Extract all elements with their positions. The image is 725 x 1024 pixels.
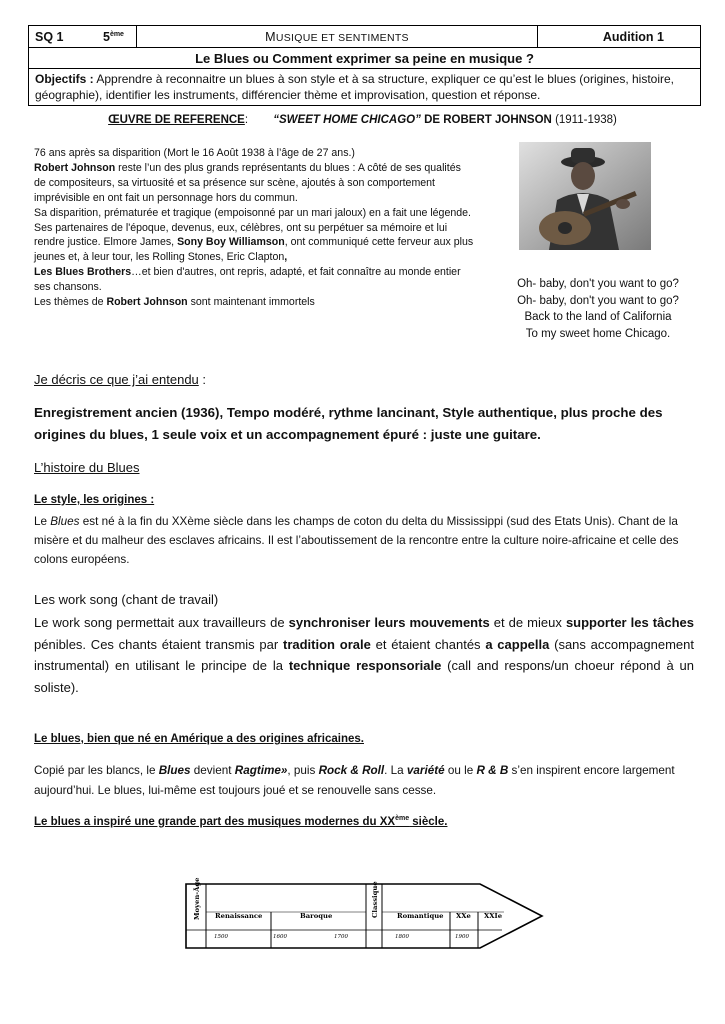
page-title: Le Blues ou Comment exprimer sa peine en musique ?: [29, 48, 701, 69]
origins-heading: Le blues, bien que né en Amérique a des origines africaines.: [34, 733, 364, 745]
objectives: Objectifs : Apprendre à reconnaitre un blues à son style et à sa structure, expliquer ce qu’est le blues (origines, histoire, géographie), identifier les instruments, différencier thème et improvisation, question et réponse.: [29, 69, 701, 106]
describe-text: Enregistrement ancien (1936), Tempo modéré, rythme lancinant, Style authentique, plus proche des origines du blues, 1 seule voix et un accompagnement épuré : juste une guitare.: [34, 405, 663, 442]
audition-label: Audition 1: [538, 26, 701, 48]
lyric-line: Back to the land of California: [524, 311, 672, 323]
lyric-line: Oh- baby, don't you want to go?: [517, 278, 679, 290]
history-heading: L’histoire du Blues: [34, 460, 140, 475]
period-renaissance: Renaissance: [215, 912, 263, 920]
music-history-timeline: [184, 874, 546, 958]
header-table: [28, 25, 701, 106]
lyrics: [500, 276, 696, 342]
period-romantique: Romantique: [397, 912, 444, 920]
work-song-paragraph: Le work song permettait aux travailleurs de synchroniser leurs mouvements et de mieux supporter les tâches pénibles. Ces chants étaient transmis par tradition orale et étaient chantés a cappella (sans accompagnement instrumental) en utilisant le principe de la technique responsoriale (call and respons/un choeur répond à un soliste).: [34, 615, 695, 695]
subject-cell: MUSIQUE ET SENTIMENTS: [137, 26, 538, 48]
lyric-line: To my sweet home Chicago.: [525, 327, 671, 340]
header-left-cell: [29, 26, 137, 48]
work-song-heading: Les work song (chant de travail): [34, 592, 219, 607]
period-xxi: XXIe: [484, 912, 503, 920]
robert-johnson-photo: [519, 142, 651, 250]
sq-label: SQ 1: [35, 29, 64, 44]
describe-heading: Je décris ce que j’ai entendu :: [34, 372, 207, 387]
biography: 76 ans après sa disparition (Mort le 16 Août 1938 à l’âge de 27 ans.) Robert Johnson reste l’un des plus grands représentants du blues : A côté de ses qualités de compositeurs, sa virtuosité et sa présence sur scène, ajoutés à son comportement imprévisible en ont fait un personnage hors du commun. Sa disparition, prématurée et tragique (empoisonné par un mari jaloux) en a fait une légende. Ses partenaires de l'époque, devenus, eux, célèbres, ont su perpétuer sa mémoire et lui rendre justice. Elmore James, Sony Boy Williamson, ont communiqué cette ferveur aux plus jeunes et, à leur tour, les Rolling Stones, Eric Clapton, Les Blues Brothers…et bien d'autres, ont repris, adapté, et fait connaître au monde entier ses chansons. Les thèmes de Robert Johnson sont maintenant immortels: [34, 147, 474, 309]
year-1500: 1500: [214, 934, 228, 940]
year-1900: 1900: [455, 934, 469, 940]
style-paragraph: Le Blues est né à la fin du XXème siècle dans les champs de coton du delta du Mississippi (sud des Etats Unis). Chant de la misère et du malheur des esclaves africains. Il est l’aboutissement de la rencontre entre la culture noire-africaine et celle des colons européens.: [34, 515, 679, 566]
influence-paragraph: Copié par les blancs, le Blues devient Ragtime», puis Rock & Roll. La variété ou le R & B s’en inspirent encore largement aujourd’hui. Le blues, lui-même est toujours joué et se renouvelle sans cesse.: [34, 764, 675, 797]
year-1600: 1600: [273, 934, 287, 940]
reference-line: ŒUVRE DE REFERENCE: “SWEET HOME CHICAGO” DE ROBERT JOHNSON (1911-1938): [108, 114, 617, 126]
style-heading: Le style, les origines :: [34, 494, 155, 506]
period-moyen-age: Moyen-Âge: [193, 877, 201, 920]
modern-music-heading: Le blues a inspiré une grande part des musiques modernes du XXème siècle.: [34, 815, 448, 828]
lyric-line: Oh- baby, don't you want to go?: [517, 294, 679, 307]
period-baroque: Baroque: [300, 912, 333, 920]
period-xx: XXe: [456, 912, 471, 920]
period-classique: Classique: [371, 881, 379, 918]
level-label: 5ème: [102, 29, 124, 44]
year-1800: 1800: [395, 934, 409, 940]
portrait-illustration: [519, 142, 651, 250]
year-1700: 1700: [334, 934, 348, 940]
